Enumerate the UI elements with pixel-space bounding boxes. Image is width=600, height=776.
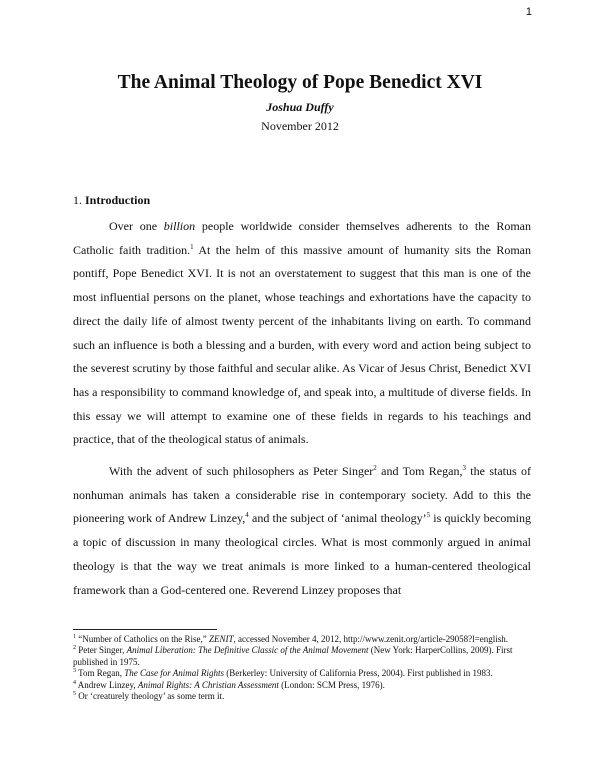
footnote-number: 2: [73, 645, 76, 652]
text-run: (London: SCM Press, 1976).: [278, 679, 385, 690]
footnote-ref[interactable]: 2: [373, 464, 377, 473]
italic-text: The Case for Animal Rights: [124, 668, 225, 679]
publication-date: November 2012: [261, 119, 339, 133]
footnote-ref[interactable]: 1: [190, 242, 194, 251]
footnote-number: 5: [73, 691, 76, 698]
section-heading: [73, 193, 150, 208]
footnote: [73, 634, 531, 645]
footnote: [73, 645, 531, 668]
footnote-ref[interactable]: 3: [462, 464, 466, 473]
text-run: Peter Singer,: [76, 645, 127, 656]
italic-text: Animal Rights: A Christian Assessment: [137, 679, 279, 690]
text-run: Over one: [109, 219, 164, 233]
text-run: (New York: HarperCollins, 2009). First published in 1975.: [73, 645, 513, 667]
italic-text: billion: [163, 219, 196, 233]
text-run: Tom Regan,: [76, 668, 125, 679]
text-run: , accessed November 4, 2012, http://www.zenit.org/article-29058?l=english.: [233, 634, 509, 644]
footnote: [73, 691, 531, 702]
paragraph: [73, 215, 531, 452]
author-name: Joshua Duffy: [266, 100, 334, 114]
footnote: [73, 668, 531, 679]
footnote-ref[interactable]: 5: [426, 511, 431, 520]
footnote-number: 1: [73, 634, 76, 640]
text-run: With the advent of such philosophers as Peter Singer: [109, 464, 374, 479]
text-run: Andrew Linzey,: [76, 679, 138, 690]
paragraph: [73, 460, 531, 602]
text-run: (Berkerley: University of California Press, 2004). First published in 1983.: [224, 668, 493, 679]
text-run: the status of nonhuman animals has taken a considerable rise in contemporary society. Add to this the pioneering work of Andrew Linzey,: [73, 464, 532, 526]
text-run: Or ‘creaturely theology’ as some term it.: [76, 691, 225, 702]
italic-text: ZENIT: [208, 634, 234, 644]
italic-text: Animal Liberation: The Definitive Classic of the Animal Movement: [126, 645, 369, 656]
footnote-divider: [73, 629, 217, 630]
text-run: people worldwide consider themselves adherents to the Roman Catholic faith tradition.: [73, 219, 531, 257]
section-title: Introduction: [85, 193, 151, 207]
footnote: [73, 680, 531, 691]
text-run: and the subject of ‘animal theology’: [248, 511, 427, 526]
footnote-ref[interactable]: 4: [245, 511, 249, 520]
section-number: 1.: [73, 193, 85, 207]
text-run: At the helm of this massive amount of humanity sits the Roman pontiff, Pope Benedict XVI. It is not an overstatement to suggest that this man is one of the most influential persons on the planet, whose teachings and exhortations have the capacity to direct the daily life of almost twenty percent of the inhabitants living on earth. To command such an influence is both a blessing and a burden, with every word and action being subject to the severest scrutiny by those faithful and secular alike. As Vicar of Jesus Christ, Benedict XVI has a responsibility to command knowledge of, and speak into, a multitude of diverse fields. In this essay we will attempt to examine one of these fields in regards to his teachings and practice, that of the theological status of animals.: [73, 242, 532, 447]
text-run: is quickly becoming a topic of discussion in many theological circles. What is most commonly argued in animal theology is that the way we treat animals is more linked to a human-centered theological framework than a God-centered one. Reverend Linzey proposes that: [73, 511, 531, 597]
footnote-number: 3: [73, 668, 76, 675]
text-run: and Tom Regan,: [376, 464, 463, 479]
paper-title: The Animal Theology of Pope Benedict XVI: [117, 72, 483, 93]
text-run: “Number of Catholics on the Rise,”: [76, 634, 209, 644]
footnotes: [73, 634, 531, 702]
page-number: 1: [525, 6, 532, 18]
body-text: [73, 215, 531, 602]
footnote-number: 4: [73, 679, 76, 686]
